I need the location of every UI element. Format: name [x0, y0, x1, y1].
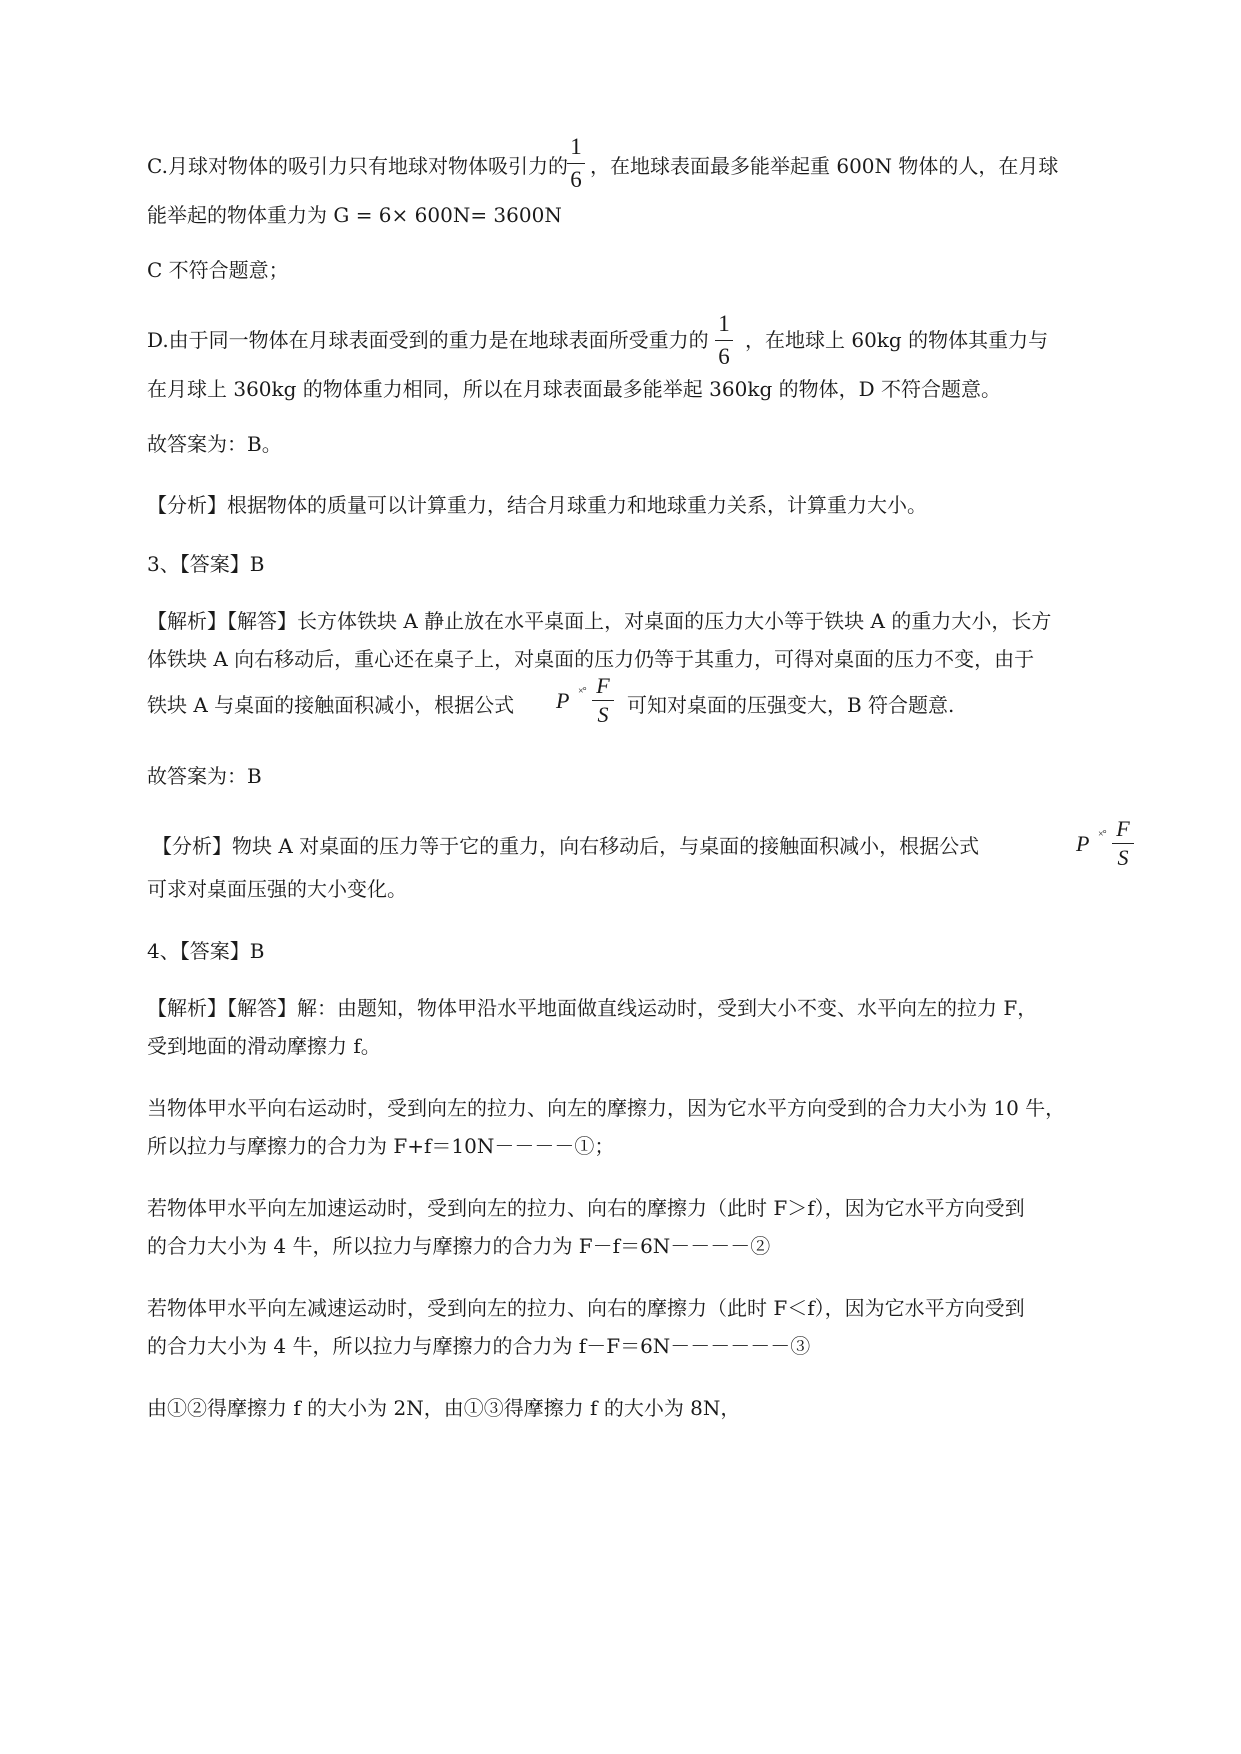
fraction-numerator: 1 [570, 134, 582, 159]
question-4-case-1-line-1 [147, 1094, 1157, 1122]
fraction-one-sixth-d [715, 311, 733, 370]
answer-3-text: 故答案为：B [147, 764, 262, 788]
formula-fraction-bar [592, 700, 614, 701]
question-3-explain-line-3-rest [627, 691, 1027, 719]
pressure-formula [556, 672, 626, 734]
question-4-answer [147, 937, 1157, 965]
question-3-answer [147, 550, 1157, 578]
analysis-2 [147, 491, 1157, 519]
fraction-numerator: 1 [718, 311, 730, 336]
formula-fraction [592, 674, 614, 727]
formula-p: P [556, 688, 570, 713]
q3-explain-c: 铁块 A 与桌面的接触面积减小，根据公式 [147, 693, 515, 717]
option-c-line-1-rest [590, 152, 1060, 180]
option-c-line-2 [147, 201, 1157, 229]
q4-explain-a: 【解析】【解答】解：由题知，物体甲沿水平地面做直线运动时，受到大小不变、水平向左的拉力 F， [147, 996, 1038, 1020]
question-4-explain-line-2 [147, 1032, 1157, 1060]
formula-f: F [1116, 816, 1130, 841]
q4-explain-b: 受到地面的滑动摩擦力 f。 [147, 1034, 381, 1058]
option-d-line-1-rest [745, 326, 1145, 354]
option-c-text-c: 能举起的物体重力为 G = 6× 600N= 3600N [147, 203, 562, 227]
question-3-explain-line-1 [147, 607, 1157, 635]
q4-case2-b: 的合力大小为 4 牛，所以拉力与摩擦力的合力为 F－f＝6N－－－－② [147, 1234, 771, 1258]
q3-explain-a: 【解析】【解答】长方体铁块 A 静止放在水平桌面上，对桌面的压力大小等于铁块 A 的重力大小，长方 [147, 609, 1052, 633]
question-4-case-2-line-2 [147, 1232, 1157, 1260]
answer-3 [147, 762, 1157, 790]
q4-case1-b: 所以拉力与摩擦力的合力为 F+f＝10N－－－－①； [147, 1134, 615, 1158]
answer-2 [147, 430, 1157, 458]
analysis-3-text-b: 可求对桌面压强的大小变化。 [147, 877, 407, 901]
q3-explain-d: 可知对桌面的压强变大，B 符合题意. [627, 693, 955, 717]
question-4-case-3-line-2 [147, 1332, 1157, 1360]
option-c-text-a: C.月球对物体的吸引力只有地球对物体吸引力的 [147, 154, 568, 178]
analysis-3-line-1 [152, 832, 1162, 860]
pressure-formula-2 [1076, 815, 1146, 877]
q4-case3-a: 若物体甲水平向左减速运动时，受到向左的拉力、向右的摩擦力（此时 F＜f），因为它水平方向受到 [147, 1296, 1025, 1320]
formula-equals-glyph: ×° [578, 686, 586, 697]
formula-equals-glyph: ×° [1098, 829, 1106, 840]
formula-f: F [596, 673, 610, 698]
q3-explain-b: 体铁块 A 向右移动后，重心还在桌子上，对桌面的压力仍等于其重力，可得对桌面的压力不变，由于 [147, 647, 1035, 671]
question-4-case-1-line-2 [147, 1132, 1157, 1160]
question-4-explain-line-1 [147, 994, 1157, 1022]
formula-s: S [1117, 845, 1129, 870]
q4-case3-b: 的合力大小为 4 牛，所以拉力与摩擦力的合力为 f－F＝6N－－－－－－③ [147, 1334, 811, 1358]
q4-case1-a: 当物体甲水平向右运动时，受到向左的拉力、向左的摩擦力，因为它水平方向受到的合力大小为 10 牛， [147, 1096, 1066, 1120]
fraction-denominator: 6 [718, 344, 730, 369]
q4-conclusion-text: 由①②得摩擦力 f 的大小为 2N，由①③得摩擦力 f 的大小为 8N， [147, 1396, 741, 1420]
option-d-line-2 [147, 375, 1157, 403]
option-c-text-b: ，在地球表面最多能举起重 600N 物体的人，在月球 [590, 154, 1059, 178]
analysis-3-text-a: 【分析】物块 A 对桌面的压力等于它的重力，向右移动后，与桌面的接触面积减小，根据公式 [152, 834, 980, 858]
formula-fraction-bar [1112, 843, 1134, 844]
q4-case2-a: 若物体甲水平向左加速运动时，受到向左的拉力、向右的摩擦力（此时 F＞f），因为它水平方向受到 [147, 1196, 1025, 1220]
fraction-bar [567, 163, 585, 164]
option-c-verdict [147, 256, 1157, 284]
fraction-one-sixth [567, 134, 585, 193]
question-4-case-3-line-1 [147, 1294, 1157, 1322]
fraction-bar [715, 340, 733, 341]
option-d-text-b: ，在地球上 60kg 的物体其重力与 [745, 328, 1049, 352]
formula-p: P [1076, 831, 1090, 856]
question-3-explain-line-2 [147, 645, 1157, 673]
analysis-3-line-2 [147, 875, 1157, 903]
formula-s: S [597, 702, 609, 727]
fraction-denominator: 6 [570, 167, 582, 192]
question-4-case-2-line-1 [147, 1194, 1157, 1222]
option-d-text-c: 在月球上 360kg 的物体重力相同，所以在月球表面最多能举起 360kg 的物体，D 不符合题意。 [147, 377, 1002, 401]
option-d-text-a: D.由于同一物体在月球表面受到的重力是在地球表面所受重力的 [147, 328, 709, 352]
answer-2-text: 故答案为：B。 [147, 432, 282, 456]
option-c-verdict-text: C 不符合题意； [147, 258, 289, 282]
question-4-answer-text: 4、【答案】B [147, 939, 265, 963]
analysis-2-text: 【分析】根据物体的质量可以计算重力，结合月球重力和地球重力关系，计算重力大小。 [147, 493, 927, 517]
question-3-answer-text: 3、【答案】B [147, 552, 265, 576]
formula-fraction [1112, 817, 1134, 870]
question-4-conclusion [147, 1394, 1157, 1422]
